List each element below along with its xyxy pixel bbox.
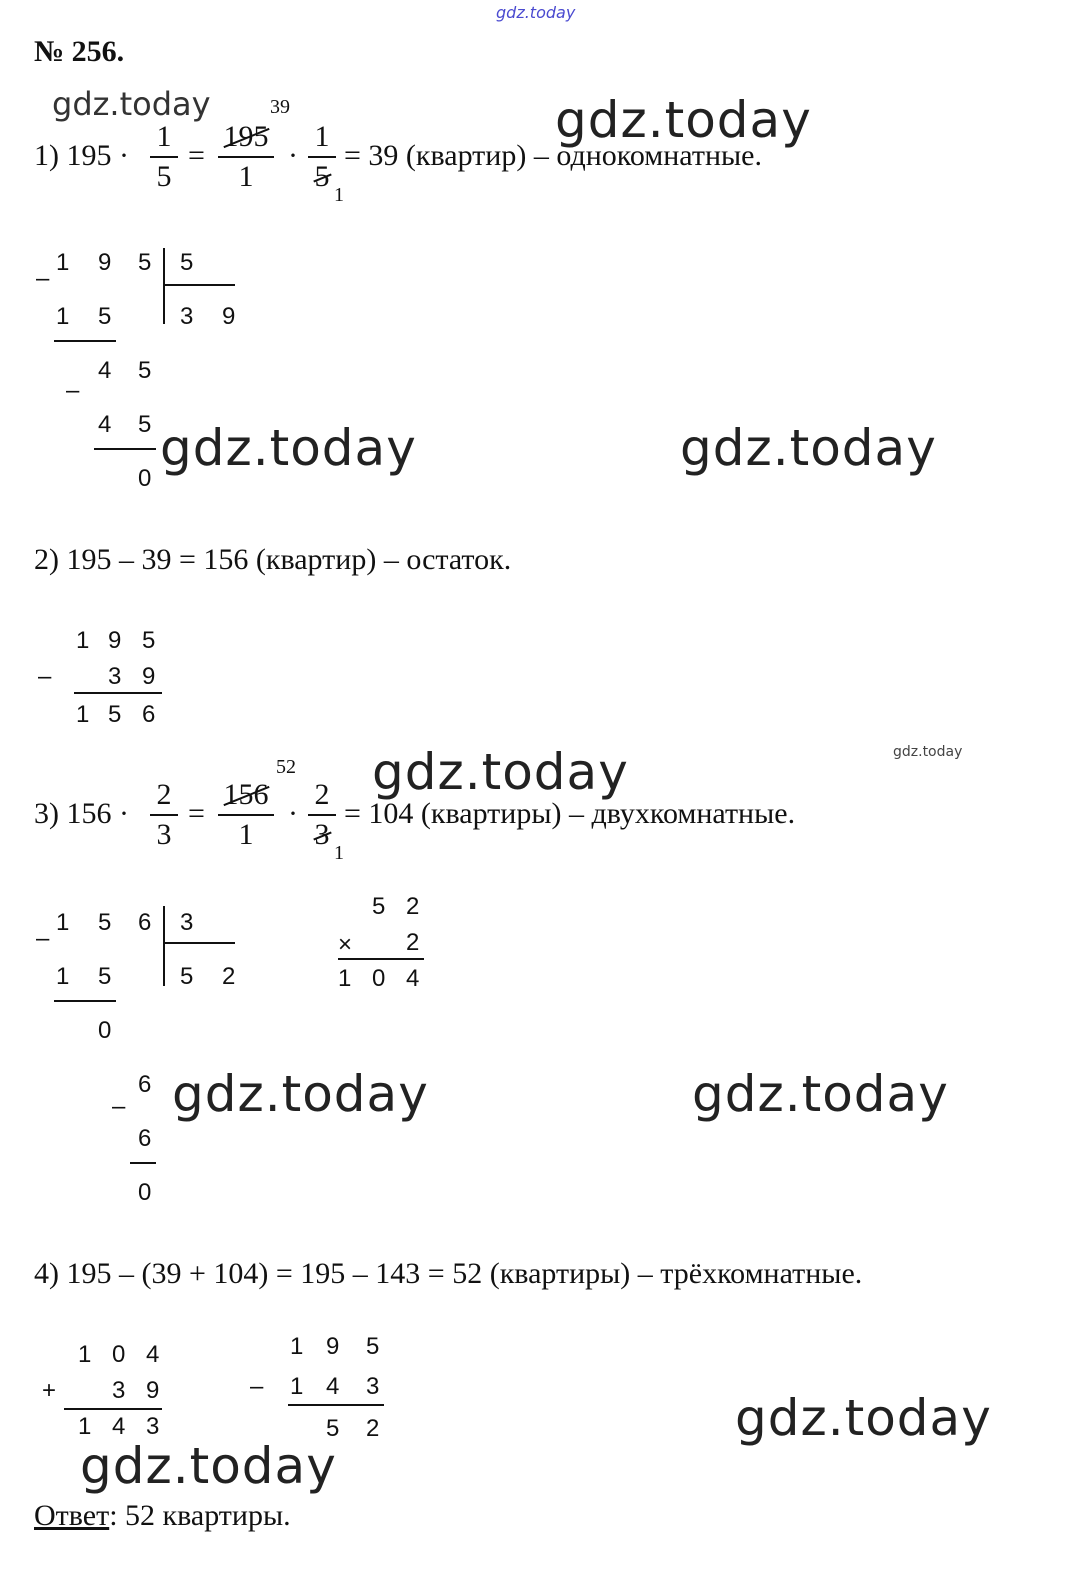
times-sign: × — [338, 931, 353, 958]
digit: 5 — [180, 963, 194, 990]
denominator: 1 — [238, 818, 254, 851]
digit: 9 — [98, 249, 112, 276]
minus-sign: – — [36, 265, 50, 292]
numerator-crossed: 195 — [223, 120, 269, 153]
digit: 1 — [56, 909, 70, 936]
digit: 0 — [372, 965, 386, 992]
step3-prefix: 3) 156 · — [34, 797, 129, 830]
fraction — [308, 778, 336, 852]
digit: 1 — [338, 965, 352, 992]
digit: 5 — [372, 893, 386, 920]
fraction — [218, 778, 274, 852]
step3-result: = 104 (квартиры) – двухкомнатные. — [344, 797, 796, 830]
fraction — [308, 120, 336, 194]
digit: 5 — [98, 303, 112, 330]
digit: 0 — [138, 465, 152, 492]
answer — [34, 1498, 291, 1534]
problem-number: № 256. — [34, 35, 125, 68]
digit: 6 — [138, 1071, 152, 1098]
digit: 4 — [326, 1373, 340, 1400]
plus-sign: + — [42, 1377, 57, 1404]
dot-sign: · — [288, 797, 298, 830]
denominator: 5 — [156, 160, 172, 193]
step1-result: = 39 (квартир) – однокомнатные. — [344, 139, 762, 172]
digit: 9 — [108, 627, 122, 654]
watermark: gdz.today — [680, 419, 937, 477]
step1-prefix: 1) 195 · — [34, 139, 129, 172]
digit: 1 — [78, 1341, 92, 1368]
digit: 5 — [142, 627, 156, 654]
minus-sign: – — [66, 377, 80, 404]
minus-sign: – — [38, 663, 52, 690]
digit: 3 — [366, 1373, 380, 1400]
digit: 4 — [146, 1341, 160, 1368]
digit: 1 — [290, 1333, 304, 1360]
digit: 6 — [142, 701, 156, 728]
digit: 2 — [406, 893, 420, 920]
digit: 3 — [180, 303, 194, 330]
watermark-top: gdz.today — [496, 3, 576, 22]
denominator: 1 — [238, 160, 254, 193]
digit: 9 — [142, 663, 156, 690]
digit: 5 — [138, 249, 152, 276]
digit: 5 — [98, 963, 112, 990]
watermark: gdz.today — [372, 743, 629, 801]
reduced-value: 1 — [334, 184, 344, 206]
digit: 2 — [222, 963, 236, 990]
dot-sign: · — [288, 139, 298, 172]
digit: 5 — [326, 1415, 340, 1442]
fraction — [150, 778, 178, 852]
digit: 1 — [76, 627, 90, 654]
digit: 0 — [98, 1017, 112, 1044]
digit: 5 — [138, 357, 152, 384]
digit: 5 — [108, 701, 122, 728]
equals-sign: = — [188, 797, 205, 830]
reduced-value: 1 — [334, 842, 344, 864]
digit: 0 — [138, 1179, 152, 1206]
minus-sign: – — [250, 1373, 264, 1400]
denominator: 3 — [156, 818, 172, 851]
watermark: gdz.today — [160, 419, 417, 477]
answer-label: Ответ — [34, 1499, 110, 1532]
digit: 5 — [138, 411, 152, 438]
reduced-value: 39 — [270, 96, 290, 118]
answer-text: : 52 квартиры. — [109, 1499, 291, 1532]
digit: 9 — [146, 1377, 160, 1404]
digit: 1 — [56, 249, 70, 276]
watermark: gdz.today — [735, 1389, 992, 1447]
digit: 2 — [366, 1415, 380, 1442]
digit: 1 — [78, 1413, 92, 1440]
watermark: gdz.today — [52, 85, 211, 123]
reduced-value: 52 — [276, 756, 296, 778]
digit: 9 — [326, 1333, 340, 1360]
digit: 4 — [98, 357, 112, 384]
digit: 3 — [146, 1413, 160, 1440]
denominator-crossed: 3 — [314, 818, 330, 851]
step4-text: 4) 195 – (39 + 104) = 195 – 143 = 52 (квартиры) – трёхкомнатные. — [34, 1257, 863, 1290]
digit: 9 — [222, 303, 236, 330]
digit: 6 — [138, 909, 152, 936]
step2-text: 2) 195 – 39 = 156 (квартир) – остаток. — [34, 543, 512, 576]
equals-sign: = — [188, 139, 205, 172]
watermark: gdz.today — [692, 1065, 949, 1123]
watermark: gdz.today — [555, 91, 812, 149]
numerator: 1 — [314, 120, 330, 153]
digit: 1 — [76, 701, 90, 728]
digit: 4 — [406, 965, 420, 992]
numerator: 2 — [156, 778, 172, 811]
divisor: 3 — [180, 909, 194, 936]
digit: 3 — [112, 1377, 126, 1404]
watermark: gdz.today — [893, 744, 963, 760]
minus-sign: – — [112, 1093, 126, 1120]
digit: 1 — [290, 1373, 304, 1400]
fraction — [150, 120, 178, 194]
minus-sign: – — [36, 925, 50, 952]
numerator-crossed: 156 — [223, 778, 269, 811]
digit: 4 — [112, 1413, 126, 1440]
numerator: 1 — [156, 120, 172, 153]
watermark: gdz.today — [80, 1437, 337, 1495]
digit: 6 — [138, 1125, 152, 1152]
digit: 0 — [112, 1341, 126, 1368]
digit: 3 — [108, 663, 122, 690]
fraction — [218, 120, 274, 194]
digit: 5 — [98, 909, 112, 936]
watermark: gdz.today — [172, 1065, 429, 1123]
digit: 2 — [406, 929, 420, 956]
digit: 1 — [56, 963, 70, 990]
numerator: 2 — [314, 778, 330, 811]
digit: 5 — [366, 1333, 380, 1360]
digit: 1 — [56, 303, 70, 330]
divisor: 5 — [180, 249, 194, 276]
denominator-crossed: 5 — [314, 160, 330, 193]
digit: 4 — [98, 411, 112, 438]
